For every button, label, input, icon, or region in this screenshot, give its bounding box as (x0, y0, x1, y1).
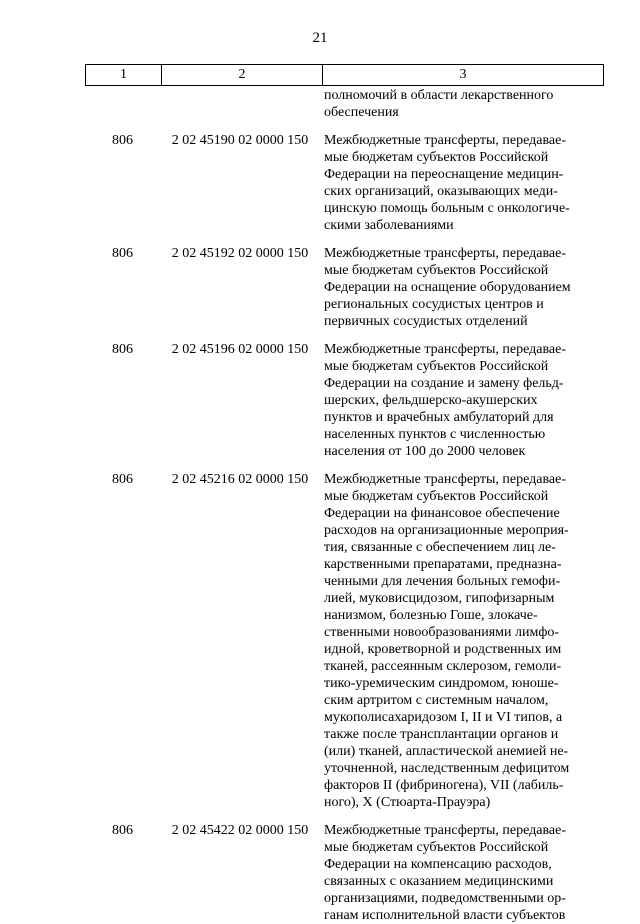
description-line: (или) тканей, апластической анемией не- (324, 744, 569, 759)
table-row (85, 245, 602, 330)
column-header-table (85, 64, 604, 86)
continuation-row (85, 87, 602, 121)
description-line: первичных сосудистых отделений (324, 314, 528, 329)
budget-code-cell: 2 02 45196 02 0000 150 (171, 342, 309, 357)
description-cell (324, 87, 595, 121)
budget-code-cell: 2 02 45216 02 0000 150 (171, 472, 309, 487)
description-line: Межбюджетные трансферты, передавае- (324, 342, 566, 357)
description-line: Федерации на оснащение оборудованием (324, 280, 571, 295)
description-line: лией, муковисцидозом, гипофизарным (324, 591, 555, 606)
description-line: ским артритом с системным началом, (324, 693, 549, 708)
description-line: мые бюджетам субъектов Российской (324, 150, 549, 165)
description-line: ного), X (Стюарта-Прауэра) (324, 795, 491, 810)
description-line: региональных сосудистых центров и (324, 297, 544, 312)
description-line: полномочий в области лекарственного (324, 88, 554, 103)
description-line: расходов на организационные мероприя- (324, 523, 569, 538)
description-line: нанизмом, болезнью Гоше, злокаче- (324, 608, 538, 623)
description-line: тико-уремическим синдромом, юноше- (324, 676, 559, 691)
description-line: цинскую помощь больным с онкологиче- (324, 201, 570, 216)
description-line: мые бюджетам субъектов Российской (324, 359, 549, 374)
description-line: скими заболеваниями (324, 218, 454, 233)
description-line: тия, связанные с обеспечением лиц ле- (324, 540, 556, 555)
description-line: связанных с оказанием медицинскими (324, 874, 554, 889)
description-line: обеспечения (324, 105, 399, 120)
admin-code-cell: 806 (112, 342, 133, 357)
description-line: организациями, подведомственными ор- (324, 891, 566, 906)
table-row (85, 341, 602, 460)
description-line: Межбюджетные трансферты, передавае- (324, 133, 566, 148)
description-line: Федерации на компенсацию расходов, (324, 857, 552, 872)
column-header-row (86, 65, 604, 86)
admin-code-cell: 806 (112, 246, 133, 261)
description-line: уточненной, наследственным дефицитом (324, 761, 570, 776)
description-line: ственными новообразованиями лимфо- (324, 625, 560, 640)
admin-code-cell: 806 (112, 472, 133, 487)
description-cell (324, 471, 595, 811)
table-row (85, 132, 602, 234)
description-line: Межбюджетные трансферты, передавае- (324, 823, 566, 838)
table-row (85, 822, 602, 924)
description-line: идной, кроветворной и родственных им (324, 642, 562, 657)
description-line: мые бюджетам субъектов Российской (324, 489, 549, 504)
description-line: также после трансплантации органов и (324, 727, 559, 742)
admin-code-cell: 806 (112, 823, 133, 838)
description-line: Межбюджетные трансферты, передавае- (324, 246, 566, 261)
column-header-1: 1 (86, 65, 162, 86)
budget-code-cell: 2 02 45422 02 0000 150 (171, 823, 309, 838)
description-line: населенных пунктов с численностью (324, 427, 546, 442)
description-line: Федерации на переоснащение медицин- (324, 167, 564, 182)
table-row (85, 471, 602, 811)
description-line: Межбюджетные трансферты, передавае- (324, 472, 566, 487)
description-line: пунктов и врачебных амбулаторий для (324, 410, 554, 425)
description-cell (324, 822, 595, 924)
description-cell (324, 245, 595, 330)
description-line: шерских, фельдшерско-акушерских (324, 393, 538, 408)
description-cell (324, 341, 595, 460)
budget-code-cell: 2 02 45192 02 0000 150 (171, 246, 309, 261)
description-line: ских организаций, оказывающих меди- (324, 184, 558, 199)
description-line: карственными препаратами, предназна- (324, 557, 562, 572)
description-cell (324, 132, 595, 234)
description-line: Федерации на финансовое обеспечение (324, 506, 560, 521)
table-body (85, 87, 602, 924)
description-line: мукополисахаридозом I, II и VI типов, а (324, 710, 563, 725)
description-line: ченными для лечения больных гемофи- (324, 574, 561, 589)
description-line: мые бюджетам субъектов Российской (324, 263, 549, 278)
page-number: 21 (312, 30, 328, 46)
description-line: Федерации на создание и замену фельд- (324, 376, 564, 391)
description-line: ганам исполнительной власти субъектов (324, 908, 566, 923)
description-line: факторов II (фибриногена), VII (лабиль- (324, 778, 564, 793)
column-header-2: 2 (162, 65, 323, 86)
description-line: населения от 100 до 2000 человек (324, 444, 526, 459)
budget-code-cell: 2 02 45190 02 0000 150 (171, 133, 309, 148)
description-line: мые бюджетам субъектов Российской (324, 840, 549, 855)
description-line: тканей, рассеянным склерозом, гемоли- (324, 659, 562, 674)
admin-code-cell: 806 (112, 133, 133, 148)
column-header-3: 3 (323, 65, 604, 86)
